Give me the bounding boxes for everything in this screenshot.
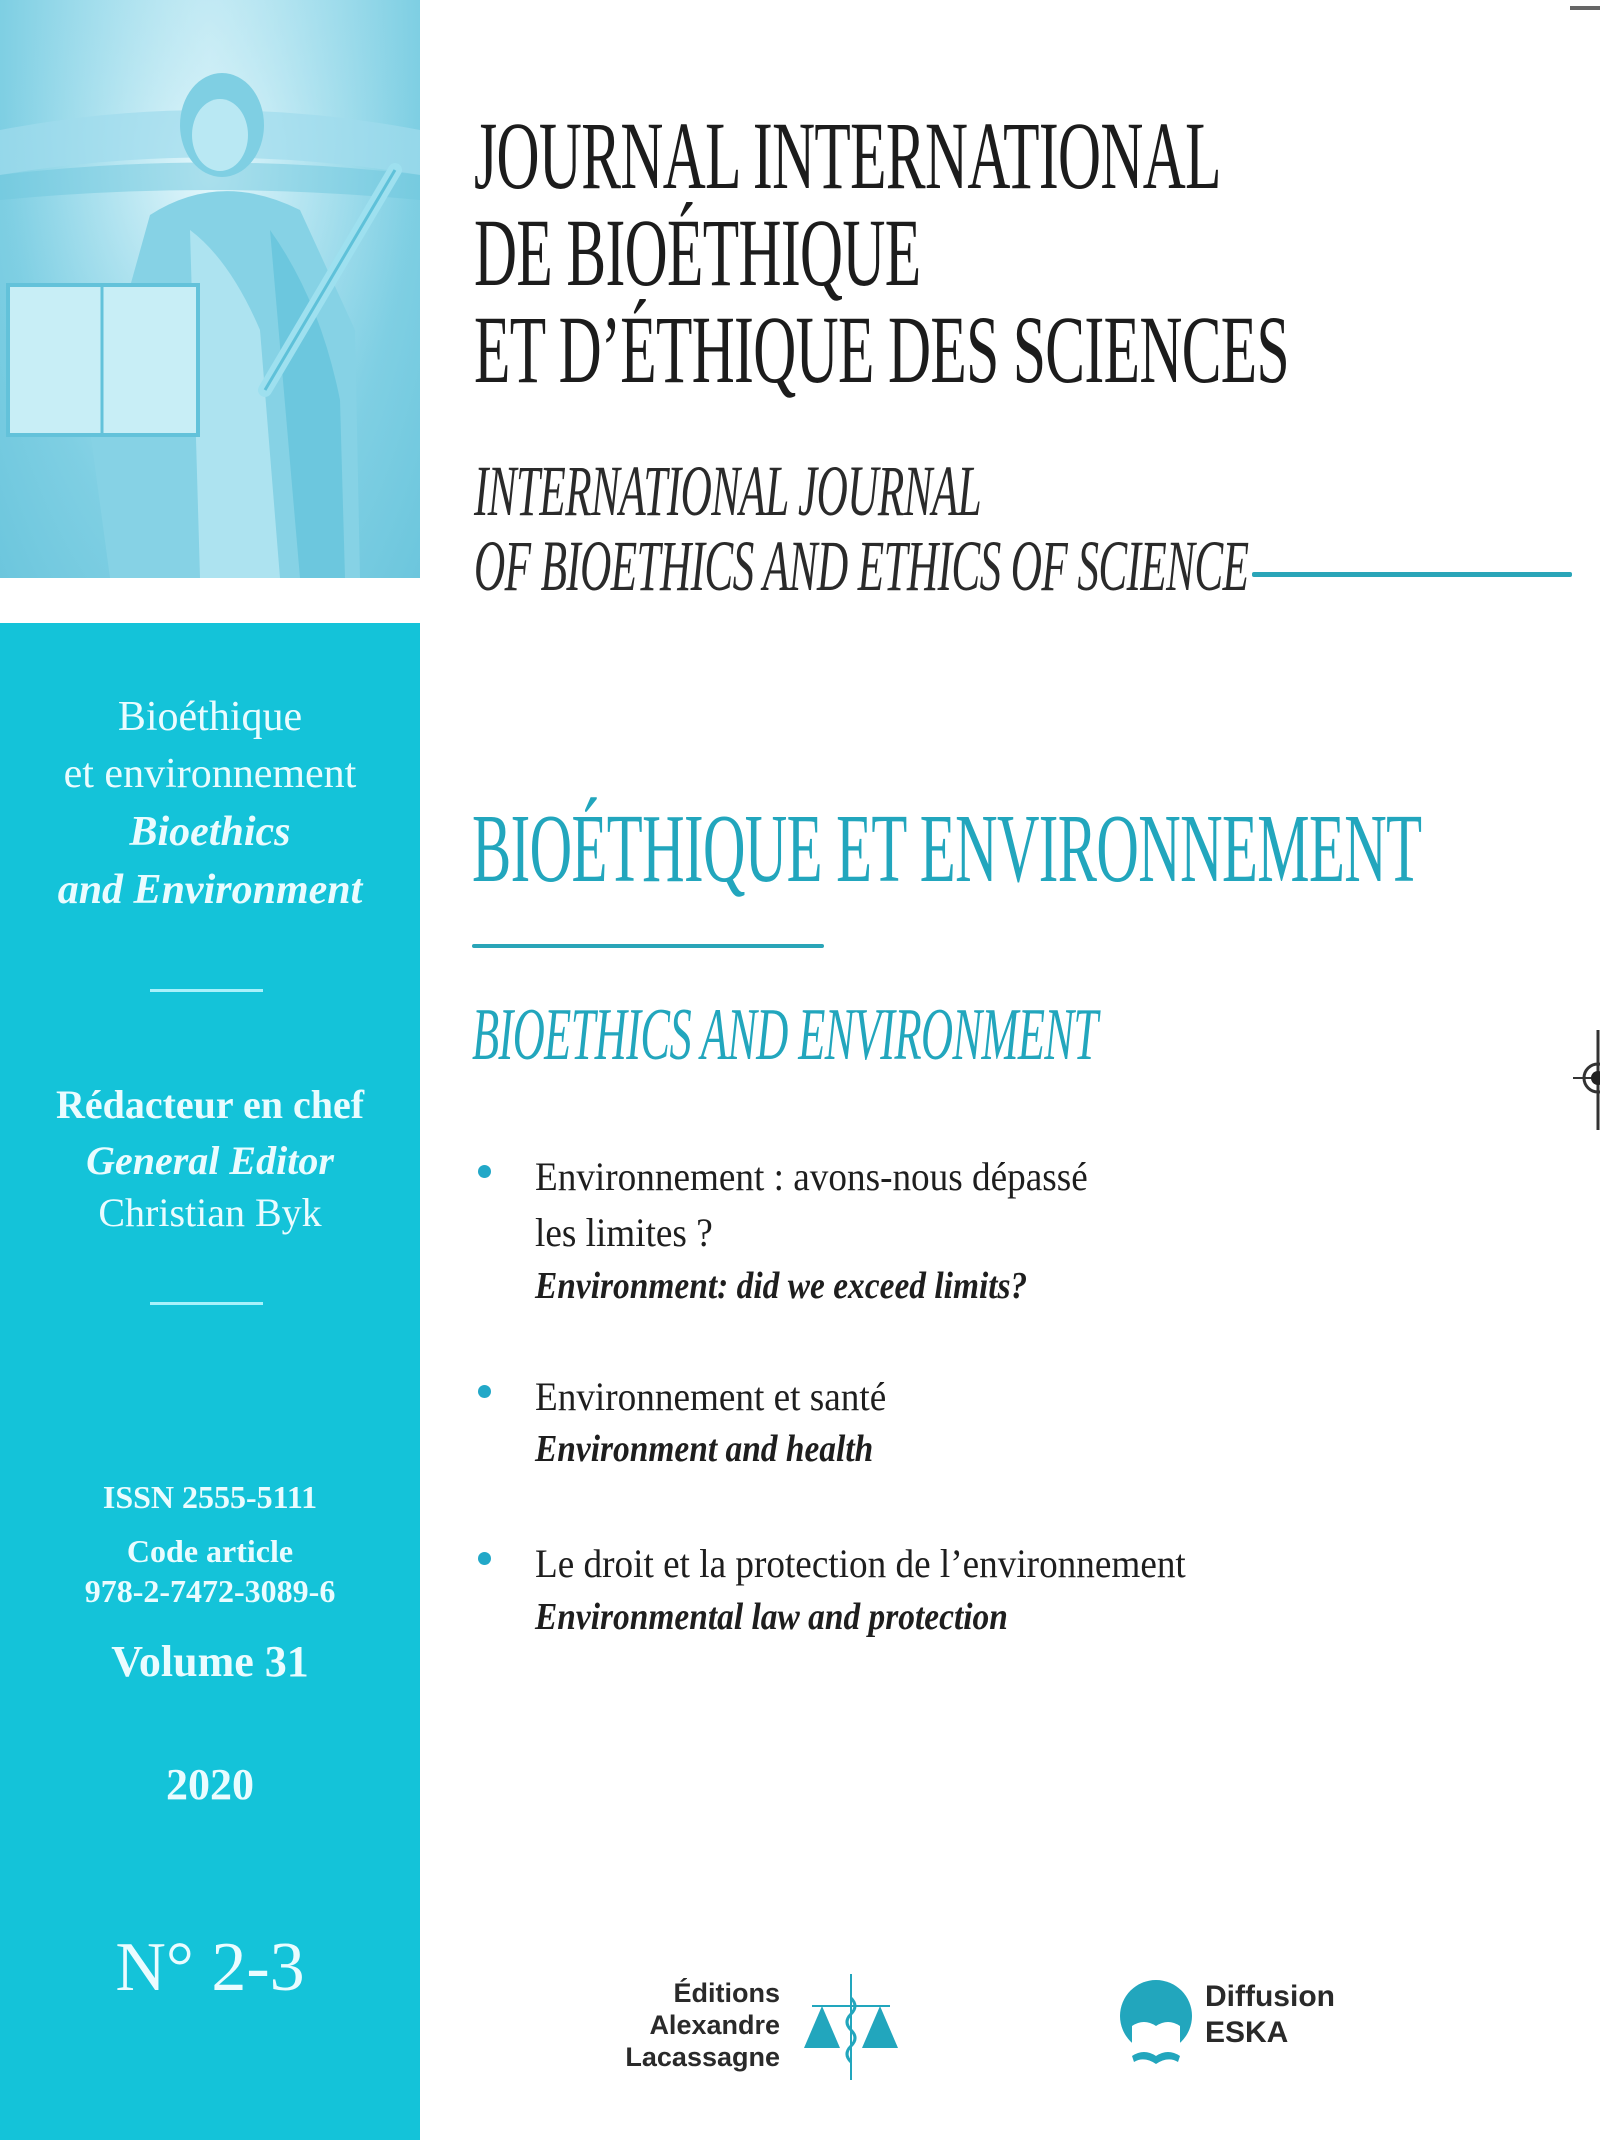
item-title-fr: Le droit et la protection de l’environnement [535, 1541, 1186, 1586]
sidebar-divider [150, 989, 263, 992]
publisher-left-line-1: Éditions [673, 1978, 780, 2008]
theme-divider [472, 944, 824, 948]
item-title-fr-cont: les limites ? [535, 1210, 713, 1255]
publisher-left-line-2: Alexandre [649, 2010, 780, 2040]
title-en-line-2: OF BIOETHICS AND ETHICS OF SCIENCE [474, 526, 1249, 606]
title-underline-rule [1252, 572, 1572, 577]
publisher-left-line-3: Lacassagne [625, 2042, 780, 2072]
bullet-icon [478, 1165, 491, 1178]
bullet-icon [478, 1552, 491, 1565]
sidebar-theme-en-1: Bioethics [129, 809, 291, 855]
issue-number: N° 2-3 [115, 1929, 305, 2006]
sidebar-theme-fr-1: Bioéthique [117, 694, 303, 740]
scales-caduceus-icon [796, 1968, 906, 2088]
sidebar-theme-fr-2: et environnement [63, 751, 357, 797]
registration-mark-icon [1565, 1020, 1600, 1140]
publisher-right-line-1: Diffusion [1205, 1980, 1335, 2013]
title-fr-line-2: DE BIOÉTHIQUE [474, 199, 921, 306]
sidebar-theme-en-2: and Environment [57, 867, 363, 913]
bullet-icon [478, 1385, 491, 1398]
item-title-en: Environment and health [535, 1428, 874, 1470]
title-fr-line-1: JOURNAL INTERNATIONAL [474, 102, 1221, 209]
eska-book-icon [1118, 1978, 1198, 2070]
sidebar-divider [150, 1302, 263, 1305]
crop-mark-icon [1560, 0, 1600, 30]
issue-theme-en: BIOETHICS AND ENVIRONMENT [472, 994, 1098, 1076]
item-title-en: Environmental law and protection [535, 1596, 1008, 1638]
title-fr-line-3: ET D’ÉTHIQUE DES SCIENCES [474, 296, 1289, 403]
item-title-fr: Environnement : avons-nous dépassé [535, 1154, 1088, 1199]
year: 2020 [166, 1760, 254, 1809]
cover-statue-image [0, 0, 420, 578]
editor-label-en: General Editor [86, 1138, 334, 1183]
volume: Volume 31 [111, 1637, 309, 1686]
editor-label-fr: Rédacteur en chef [55, 1082, 365, 1127]
issn: ISSN 2555-5111 [102, 1479, 318, 1515]
editor-name: Christian Byk [98, 1190, 322, 1235]
code-label: Code article [126, 1533, 294, 1569]
issue-theme-fr: BIOÉTHIQUE ET ENVIRONNEMENT [472, 795, 1422, 903]
item-title-fr: Environnement et santé [535, 1374, 887, 1419]
publisher-right-line-2: ESKA [1205, 2016, 1289, 2049]
article-code: 978-2-7472-3089-6 [84, 1573, 336, 1609]
title-en-line-1: INTERNATIONAL JOURNAL [474, 451, 982, 531]
statue-illustration-icon [0, 0, 420, 578]
item-title-en: Environment: did we exceed limits? [535, 1265, 1028, 1307]
sidebar-panel [0, 623, 420, 2140]
